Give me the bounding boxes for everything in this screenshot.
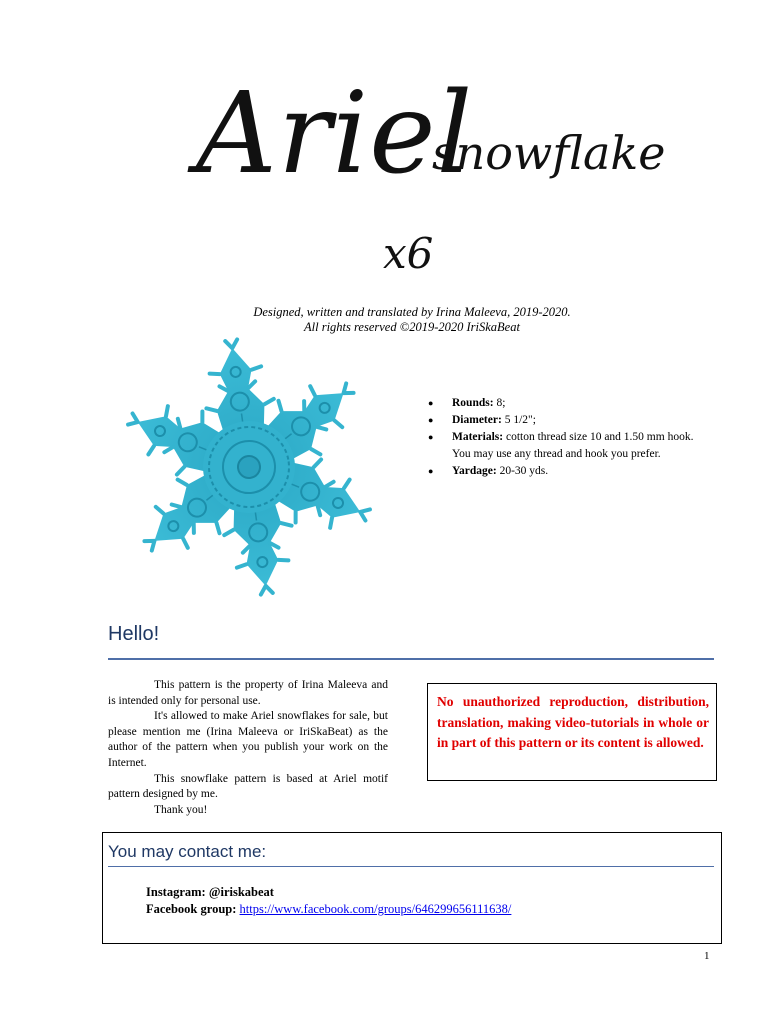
contact-details	[146, 884, 511, 918]
specs-list	[425, 395, 725, 480]
spec-materials-label: Materials:	[452, 431, 504, 443]
hello-divider	[108, 658, 714, 660]
contact-divider	[108, 866, 714, 867]
title-ariel: Ariel	[196, 69, 474, 199]
hello-heading: Hello!	[108, 623, 160, 645]
spec-yardage-label: Yardage:	[452, 465, 497, 477]
spec-diameter-label: Diameter:	[452, 414, 502, 426]
facebook-line	[146, 901, 511, 918]
spec-diameter	[425, 412, 725, 429]
title-multiplier: x6	[383, 229, 434, 278]
spec-diameter-value: 5 1/2";	[504, 414, 536, 426]
spec-rounds-label: Rounds:	[452, 397, 494, 409]
credits	[0, 305, 768, 335]
copyright-warning-text: No unauthorized reproduction, distribution, translation, making video-tutorials in whole or in part of this pattern or its content is allowed.	[437, 694, 709, 750]
spec-materials-value: cotton thread size 10 and 1.50 mm hook.	[505, 431, 694, 443]
credits-line-2: All rights reserved ©2019-2020 IriSkaBeat	[304, 320, 520, 334]
page-number: 1	[704, 950, 710, 962]
bullet-icon: ●	[428, 415, 434, 425]
hello-paragraph-2: It's allowed to make Ariel snowflakes for sale, but please mention me (Irina Maleeva or IriSkaBeat) as the author of the pattern when you publish your work on the Internet.	[108, 710, 388, 769]
bullet-icon: ●	[428, 466, 434, 476]
spec-materials	[425, 429, 725, 463]
spec-rounds	[425, 395, 725, 412]
spec-materials-note: You may use any thread and hook you prefer.	[452, 448, 661, 460]
credits-line-1: Designed, written and translated by Irina Maleeva, 2019-2020.	[253, 305, 571, 319]
instagram-line: Instagram: @iriskabeat	[146, 885, 274, 899]
contact-heading: You may contact me:	[108, 842, 267, 861]
bullet-icon: ●	[428, 398, 434, 408]
bullet-icon: ●	[428, 432, 434, 442]
hello-paragraph-1: This pattern is the property of Irina Maleeva and is intended only for personal use.	[108, 679, 388, 707]
snowflake-photo	[108, 336, 390, 598]
spec-yardage	[425, 463, 725, 480]
hello-paragraph-4: Thank you!	[154, 803, 208, 816]
spec-yardage-value: 20-30 yds.	[499, 465, 549, 477]
hello-body	[108, 678, 388, 818]
copyright-warning-box	[427, 683, 717, 781]
hello-paragraph-3: This snowflake pattern is based at Ariel motif pattern designed by me.	[108, 772, 388, 801]
title-snowflake: snowflake	[432, 126, 666, 180]
facebook-label: Facebook group:	[146, 902, 237, 916]
spec-rounds-value: 8;	[496, 397, 506, 409]
facebook-group-link[interactable]: https://www.facebook.com/groups/646299656111638/	[239, 902, 512, 916]
